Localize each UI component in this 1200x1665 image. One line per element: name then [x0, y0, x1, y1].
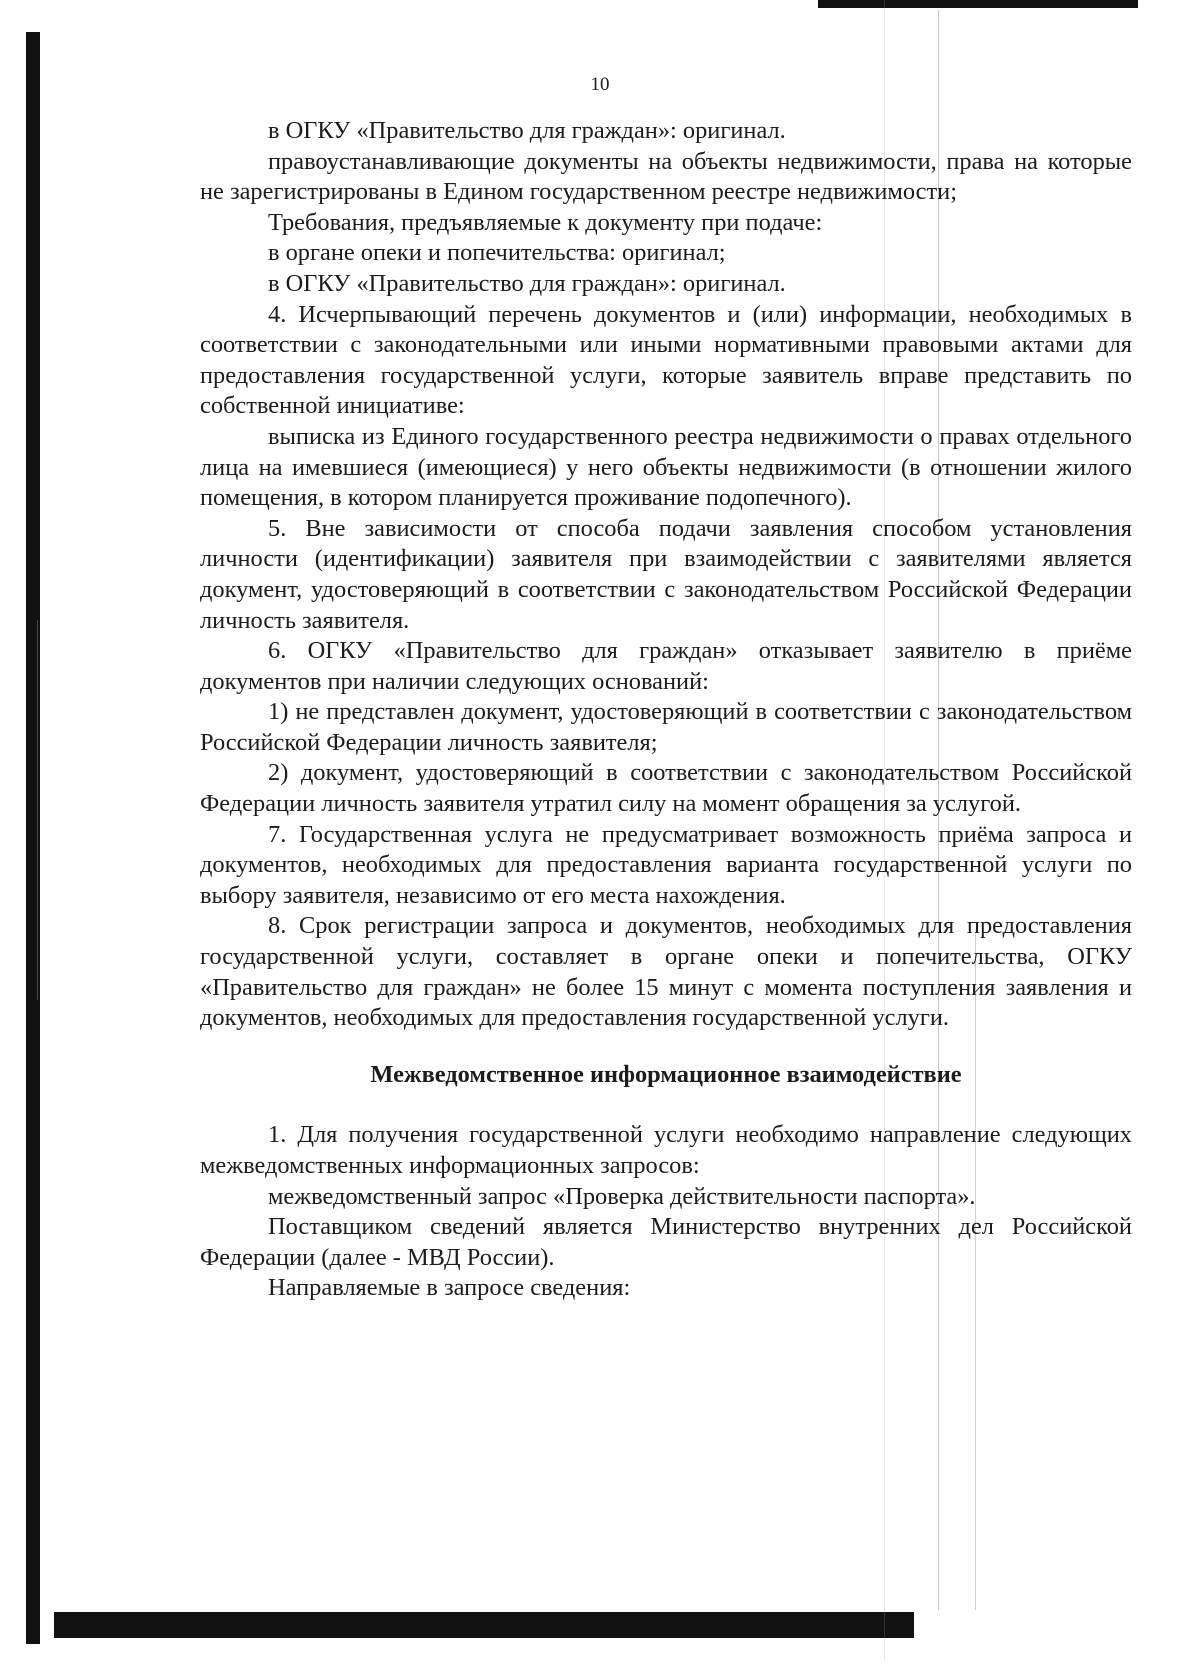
paragraph: Требования, предъявляемые к документу при подаче:: [268, 208, 823, 236]
paragraph: в ОГКУ «Правительство для граждан»: оригинал.: [268, 117, 786, 144]
paragraph: Направляемые в запросе сведения:: [268, 1274, 631, 1302]
document-body: [200, 116, 1132, 1304]
paragraph: 7. Государственная услуга не предусматривает возможность приёма запроса и документов, необходимых для предоставления варианта государственной услуги по выбору заявителя, независимо от его места нахождения.: [200, 820, 1132, 909]
paragraph: 6. ОГКУ «Правительство для граждан» отказывает заявителю в приёме документов при наличии следующих оснований:: [200, 637, 1132, 695]
paragraph: 1. Для получения государственной услуги необходимо направление следующих межведомственных информационных запросов:: [200, 1121, 1132, 1179]
paragraph: Поставщиком сведений является Министерство внутренних дел Российской Федерации (далее - МВД России).: [200, 1213, 1132, 1271]
paragraph: 8. Срок регистрации запроса и документов, необходимых для предоставления государственной услуги, составляет в органе опеки и попечительства, ОГКУ «Правительство для граждан» не более 15 минут с момента поступления заявления и документов, необходимых для предоставления государственной услуги.: [200, 912, 1132, 1032]
paragraph: выписка из Единого государственного реестра недвижимости о правах отдельного лица на имевшиеся (имеющиеся) у него объекты недвижимости (в отношении жилого помещения, в котором планируется проживание подопечного).: [200, 422, 1132, 512]
list-item: 1) не представлен документ, удостоверяющий в соответствии с законодательством Российской Федерации личность заявителя;: [200, 698, 1132, 756]
section-heading: Межведомственное информационное взаимодействие: [370, 1060, 962, 1088]
paragraph: 5. Вне зависимости от способа подачи заявления способом установления личности (идентификации) заявителя при взаимодействии с заявителями является документ, удостоверяющий в соответствии с законодательством Российской Федерации личность заявителя.: [200, 514, 1132, 634]
paragraph: межведомственный запрос «Проверка действительности паспорта».: [268, 1182, 976, 1210]
paragraph: в органе опеки и попечительства: оригинал;: [268, 239, 726, 267]
list-item: 2) документ, удостоверяющий в соответствии с законодательством Российской Федерации личность заявителя утратил силу на момент обращения за услугой.: [200, 759, 1132, 818]
paragraph: правоустанавливающие документы на объекты недвижимости, права на которые не зарегистрированы в Едином государственном реестре недвижимости;: [200, 147, 1132, 206]
page-number: 10: [590, 74, 610, 95]
paragraph: 4. Исчерпывающий перечень документов и (или) информации, необходимых в соответствии с законодательными или иными нормативными правовыми актами для предоставления государственной услуги, которые заявитель вправе представить по собственной инициативе:: [200, 300, 1132, 420]
scan-top-edge: [818, 0, 1138, 8]
scan-bottom-edge: [54, 1612, 914, 1638]
paragraph: в ОГКУ «Правительство для граждан»: оригинал.: [268, 269, 786, 297]
fold-line: [37, 620, 38, 1000]
